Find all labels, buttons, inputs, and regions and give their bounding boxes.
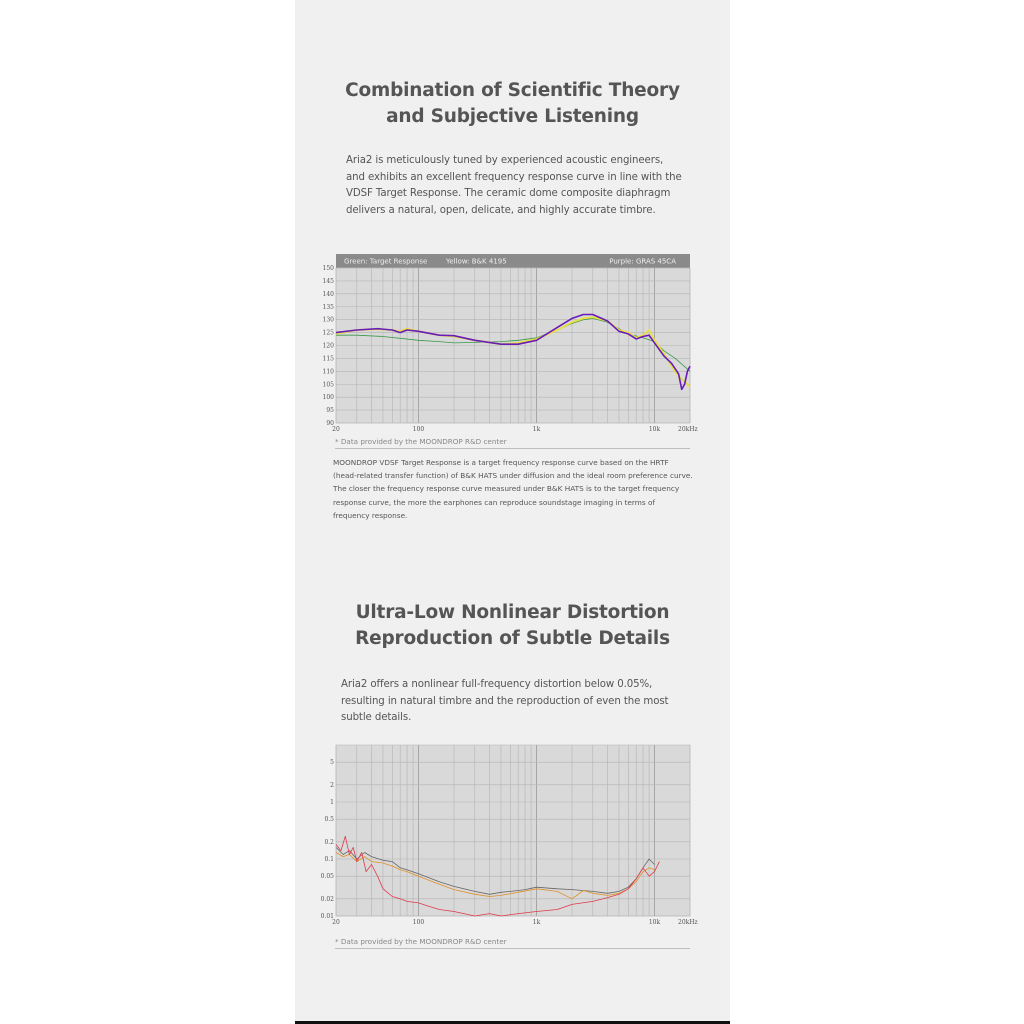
x-tick-label: 20kHz — [678, 919, 698, 926]
x-tick-label: 10k — [648, 426, 661, 433]
section2-divider — [335, 948, 690, 949]
y-tick-label: 150 — [322, 265, 334, 272]
x-tick-label: 100 — [412, 426, 425, 433]
y-tick-label: 5 — [330, 759, 334, 767]
x-tick-label: 20 — [332, 426, 340, 433]
y-tick-label: 110 — [322, 368, 334, 376]
y-tick-label: 90 — [326, 420, 334, 427]
section1-title-line2: and Subjective Listening — [386, 106, 639, 127]
y-tick-label: 1 — [330, 799, 334, 806]
frequency-response-chart — [318, 250, 700, 435]
x-tick-label: 1k — [532, 426, 541, 433]
y-tick-label: 130 — [322, 316, 334, 324]
x-tick-label: 20 — [332, 919, 340, 926]
section2-data-note: * Data provided by the MOONDROP R&D center — [335, 937, 507, 946]
y-tick-label: 2 — [330, 781, 334, 789]
legend-entry: Yellow: B&K 4195 — [446, 257, 507, 266]
x-tick-label: 100 — [412, 919, 425, 926]
distortion-chart — [318, 742, 708, 932]
section1-data-note: * Data provided by the MOONDROP R&D center — [335, 437, 507, 446]
y-tick-label: 0.01 — [320, 913, 334, 920]
y-tick-label: 100 — [322, 394, 334, 402]
y-tick-label: 0.02 — [320, 895, 334, 903]
section1-title — [295, 78, 730, 130]
vdsf-explanation: MOONDROP VDSF Target Response is a target frequency response curve based on the HRTF (head-related transfer function) of B&K HATS under diffusion and the ideal room preference curve. The closer the frequency response curve measured under B&K HATS is to the target frequency response curve, the more the earphones can reproduce soundstage imaging in terms of frequency response. — [333, 458, 693, 520]
section2-body: Aria2 offers a nonlinear full-frequency distortion below 0.05%, resulting in natural timbre and the reproduction of even the most subtle details. — [341, 679, 669, 723]
y-tick-label: 0.5 — [324, 816, 334, 824]
y-tick-label: 0.05 — [320, 873, 334, 881]
x-tick-label: 10k — [648, 919, 661, 926]
plot-area — [336, 745, 690, 916]
y-tick-label: 0.2 — [324, 838, 334, 846]
y-tick-label: 115 — [322, 355, 334, 363]
section2-title — [295, 600, 730, 652]
y-tick-label: 140 — [322, 290, 334, 298]
section1-title-line1: Combination of Scientific Theory — [345, 80, 680, 101]
section2-title-line1: Ultra-Low Nonlinear Distortion — [355, 602, 670, 623]
y-tick-label: 120 — [322, 342, 334, 350]
section2-title-line2: Reproduction of Subtle Details — [355, 628, 670, 649]
y-tick-label: 105 — [322, 381, 334, 389]
y-tick-label: 95 — [326, 407, 334, 415]
section1-divider — [335, 448, 690, 449]
x-tick-label: 1k — [532, 919, 541, 926]
legend-entry: Green: Target Response — [344, 257, 428, 266]
x-tick-label: 20kHz — [678, 426, 698, 433]
y-tick-label: 0.1 — [324, 856, 334, 863]
y-tick-label: 135 — [322, 303, 334, 311]
y-tick-label: 125 — [322, 329, 334, 337]
y-tick-label: 145 — [322, 277, 334, 285]
section1-body: Aria2 is meticulously tuned by experienced acoustic engineers, and exhibits an excellent frequency response curve in line with the VDSF Target Response. The ceramic dome composite diaphragm delivers a natural, open, delicate, and highly accurate timbre. — [346, 155, 682, 216]
legend-entry: Purple: GRAS 45CA — [609, 257, 676, 266]
